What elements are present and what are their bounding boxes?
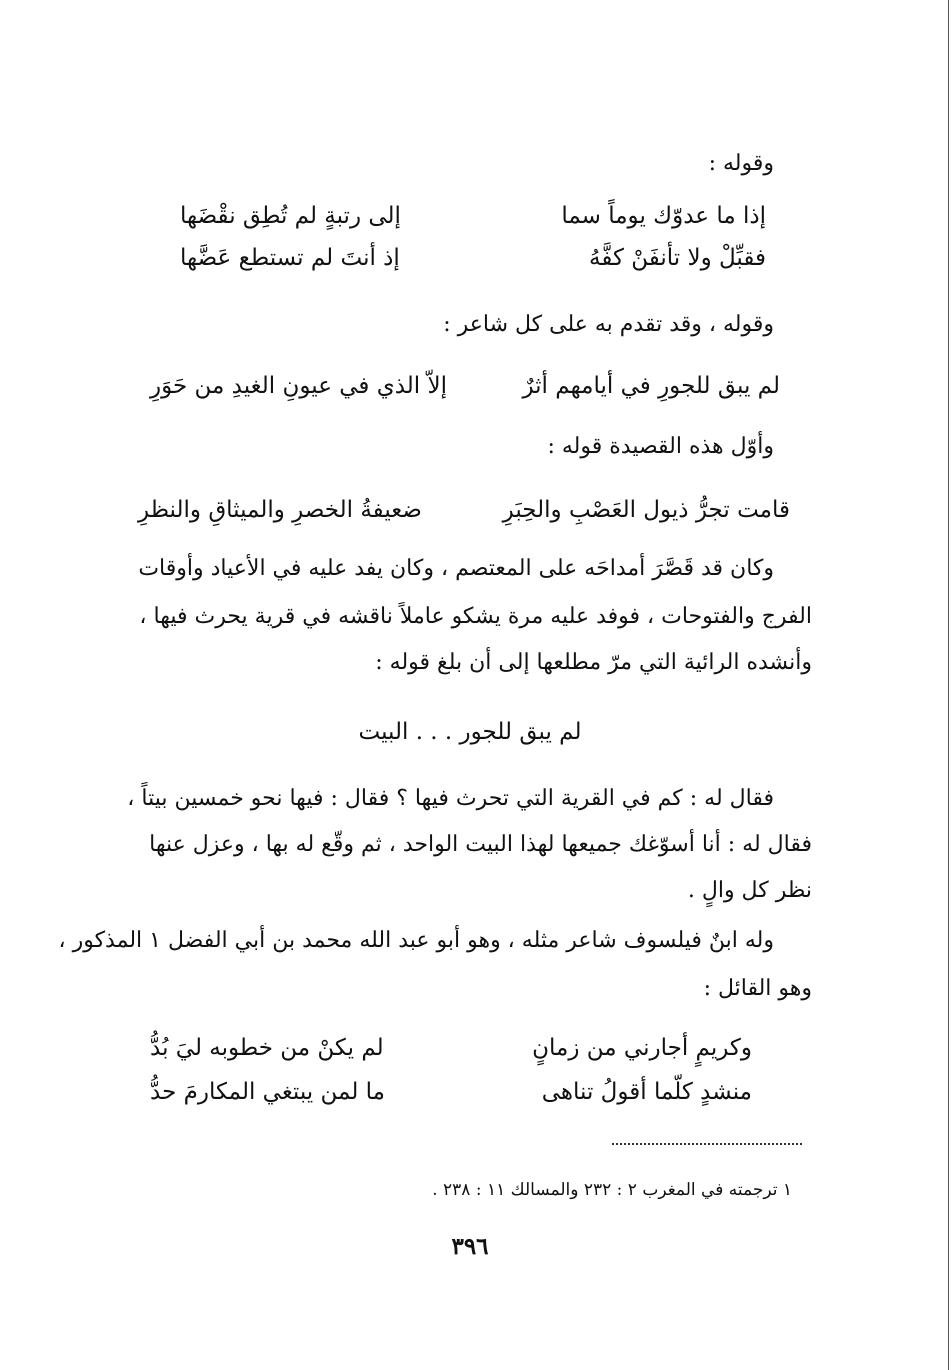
verse-1-line-2 [180, 240, 766, 276]
verse-5-line-2-first-hemistich: منشدٍ كلّما أقولُ تناهى [541, 1079, 752, 1105]
intro-line-1: وقوله : [708, 151, 774, 176]
verse-3-first-hemistich: قامت تجرُّ ذيول العَصْبِ والحِبَرِ [502, 497, 790, 523]
prose-2-line-3: نظر كل والٍ . [687, 878, 812, 903]
verse-2-first-hemistich: لم يبق للجورِ في أيامهم أثرٌ [522, 373, 780, 399]
footnote-separator [612, 1143, 802, 1145]
verse-5-line-1 [150, 1030, 752, 1066]
verse-5-line-2 [150, 1074, 752, 1110]
verse-5-line-1-second-hemistich: لم يكنْ من خطوبه ليَ بُدُّ [150, 1035, 384, 1061]
verse-3 [138, 492, 790, 528]
prose-1-line-2: الفرج والفتوحات ، فوفد عليه مرة يشكو عاملاً ناقشه في قرية يحرث فيها ، [139, 604, 812, 629]
prose-1-line-1: وكان قد قَصَّرَ أمداحَه على المعتصم ، وكان يفد عليه في الأعياد وأوقات [138, 556, 774, 581]
footnote: ١ ترجمته في المغرب ٢ : ٢٣٢ والمسالك ١١ : ٢٣٨ . [432, 1180, 792, 1200]
verse-5-line-1-first-hemistich: وكريمٍ أجارني من زمانٍ [532, 1035, 752, 1061]
verse-1-line-2-second-hemistich: إذ أنتَ لم تستطع عَضَّها [180, 245, 400, 271]
prose-1-line-3: وأنشده الرائية التي مرّ مطلعها إلى أن بلغ قوله : [375, 650, 812, 675]
verse-2-second-hemistich: إلاّ الذي في عيونِ الغيدِ من حَوَرِ [150, 373, 447, 399]
prose-3-line-1: وله ابنٌ فيلسوف شاعر مثله ، وهو أبو عبد الله محمد بن أبي الفضل ١ المذكور ، [58, 928, 774, 953]
verse-1-line-1-second-hemistich: إلى رتبةٍ لم تُطِق نقْضَها [180, 203, 401, 229]
verse-1-line-1 [180, 198, 766, 234]
verse-3-second-hemistich: ضعيفةُ الخصرِ والميثاقِ والنظرِ [138, 497, 422, 523]
prose-2-line-1: فقال له : كم في القرية التي تحرث فيها ؟ فقال : فيها نحو خمسين بيتاً ، [127, 786, 774, 811]
page-number: ٣٩٦ [451, 1233, 489, 1260]
verse-1-line-2-first-hemistich: فقبِّلْ ولا تأنفَنْ كفَّهُ [588, 245, 766, 271]
prose-3-line-2: وهو القائل : [703, 976, 812, 1001]
intro-line-2: وقوله ، وقد تقدم به على كل شاعر : [443, 312, 774, 337]
verse-2 [150, 368, 780, 404]
page-edge-line [948, 0, 949, 1370]
verse-5-line-2-second-hemistich: ما لمن يبتغي المكارمَ حدُّ [150, 1079, 385, 1105]
verse-4: لم يبق للجور . . . البيت [358, 719, 582, 745]
prose-2-line-2: فقال له : أنا أسوّغك جميعها لهذا البيت الواحد ، ثم وقّع له بها ، وعزل عنها [149, 832, 812, 857]
verse-1-line-1-first-hemistich: إذا ما عدوّك يوماً سما [561, 203, 766, 229]
intro-line-3: وأوّل هذه القصيدة قوله : [547, 434, 774, 459]
